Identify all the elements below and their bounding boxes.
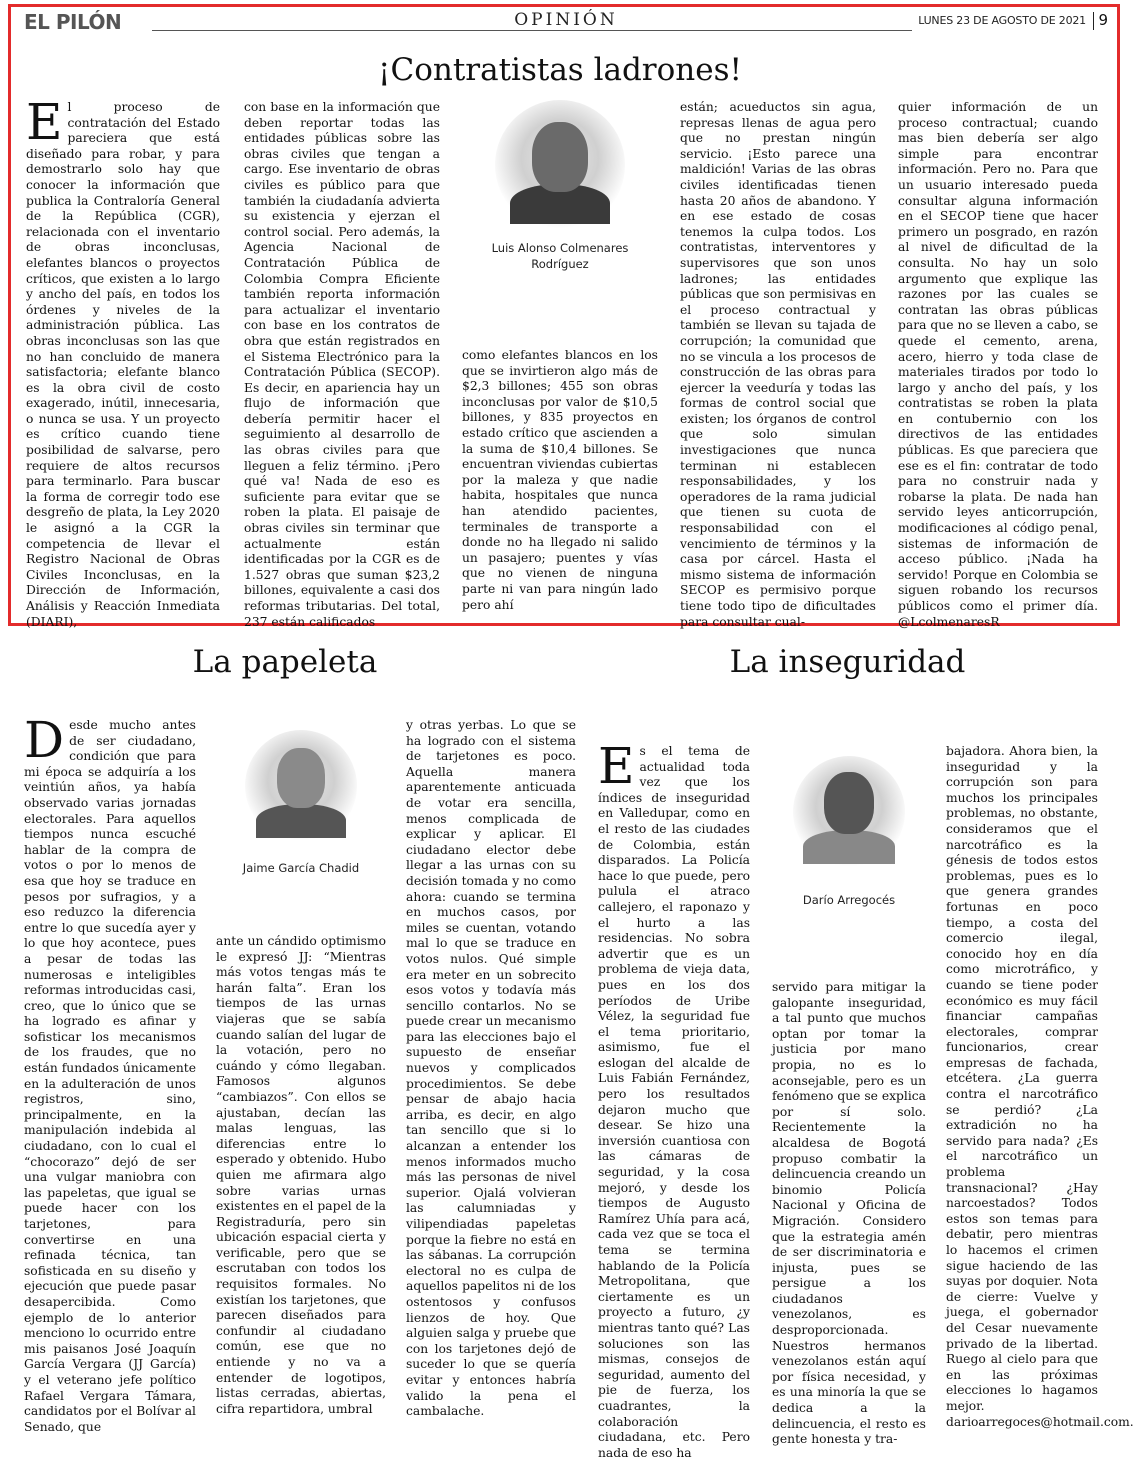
article-column	[772, 980, 926, 1447]
article-column	[24, 711, 196, 1434]
article-title: La inseguridad	[729, 644, 966, 680]
article-column	[244, 100, 440, 629]
column-text: como elefantes blancos en los que se invirtieron algo más de $2,3 billones; 455 son obras inconclusas por valor de $10,5 billones, y 835 proyectos en estado crítico que ascienden a la suma de $10,4 billones. Se encuentran viviendas cubiertas por la maleza y que nadie habita, hospitales que nunca han atendido pacientes, terminales de transporte a donde no ha llegado ni salido un pasajero; puentes y vías que no vienen de ninguna parte ni van para ningún lado pero ahí	[462, 348, 658, 612]
section-title: OPINIÓN	[514, 10, 618, 30]
author-block	[216, 730, 386, 876]
author-portrait-icon	[245, 730, 357, 842]
author-portrait-icon	[793, 756, 905, 868]
drop-cap: E	[26, 93, 63, 151]
article-column	[680, 100, 876, 629]
column-text: están; acueductos sin agua, represas llenas de agua pero que no prestan ningún servicio. ¡Esto parece una maldición! Varias de las obras civiles identificadas tienen hasta 20 años de abandono. Y en ese estado de cosas tenemos la culpa todos. Los contratistas, interventores y supervisores que son unos ladrones; las entidades públicas que son permisivas en el proceso contractual y también se llevan su tajada de corrupción; la comunidad que no se vincula a los procesos de construcción de las obras para ejercer la veeduría y todas las formas de control social que existen; los órganos de control que solo simulan investigaciones que nunca terminan ni establecen responsabilidades, y los operadores de la rama judicial que tienen su cuota de responsabilidad con el vencimiento de términos y la casa por cárcel. Hasta el mismo sistema de información SECOP es permisivo porque tiene todo tipo de dificultades para consultar cual-	[680, 100, 876, 629]
article-column	[462, 348, 658, 612]
column-text: servido para mitigar la galopante inseguridad, a tal punto que muchos optan por tomar la justicia por mano propia, no es lo aconsejable, pero es un fenómeno que se explica por sí solo. Recientemente la alcaldesa de Bogotá propuso combatir la delincuencia creando un binomio Policía Nacional y Oficina de Migración. Considero que la estrategia amén de ser discriminatoria e injusta, pues se persigue a los ciudadanos venezolanos, es desproporcionada. Nuestros hermanos venezolanos están aquí por física necesidad, y es una minoría la que se dedica a la delincuencia, el resto es gente honesta y tra-	[772, 980, 926, 1447]
author-name: Jaime García Chadid	[242, 861, 360, 875]
column-text: ante un cándido optimismo le expresó JJ: “Mientras más votos tengas más te harán falta”. Eran los tiempos de las urnas viajeras que se sabía cuando salían del lugar de la votación, pero no cuándo y cómo llegaban. Famosos algunos “cambiazos”. Con ellos se ajustaban, decían las malas lenguas, las diferencias entre lo esperado y obtenido. Hubo quien me afirmara algo sobre varias urnas existentes en el papel de la Registraduría, pero sin ubicación espacial cierta y verificable, pero que se escrutaban con todos los requisitos formales. No existían los tarjetones, que parecen diseñados para confundir al ciudadano común, ese que no entiende y no va a entender de logotipos, listas cerradas, abiertas, cifra repartidora, umbral	[216, 934, 386, 1416]
author-block	[462, 100, 658, 272]
article-column	[26, 93, 220, 629]
newspaper-logo: EL PILÓN	[24, 10, 122, 34]
author-block	[772, 756, 926, 908]
drop-cap: E	[598, 737, 635, 795]
article-column	[216, 934, 386, 1418]
column-text: s el tema de actualidad toda vez que los índices de inseguridad en Valledupar, como en el resto de las ciudades de Colombia, están disparados. La Policía hace lo que puede, pero pulula el atraco callejero, el raponazo y el hurto a las residencias. No sobra advertir que es un problema de vieja data, pues en los dos períodos de Uribe Vélez, la seguridad fue el tema prioritario, asimismo, fue el eslogan del alcalde de Luis Fabián Fernández, pero los resultados dejaron mucho que desear. Se hizo una inversión cuantiosa con las cámaras de seguridad, y la cosa mejoró, y desde los tiempos de Augusto Ramírez Uhía para acá, cada vez que se toca el tema se termina hablando de la Policía Metropolitana, que ciertamente es un proyecto a futuro, ¿y mientras tanto qué? Las soluciones son las mismas, consejos de seguridad, aumento del pie de fuerza, los cuadrantes, la colaboración ciudadana, etc. Pero nada de eso ha	[598, 744, 750, 1460]
column-text: l proceso de contratación del Estado pareciera que está diseñado para robar, y para demostrarlo solo hay que conocer la información que publica la Contraloría General de la República (CGR), relacionada con el inventario de obras inconclusas, elefantes blancos o proyectos críticos, que existen a lo largo y ancho del país, en todos los órdenes y niveles de la administración pública. Las obras inconclusas son las que no han concluido de manera satisfactoria; elefante blanco es la obra civil de costo exagerado, inútil, innecesaria, o nunca se usa. Y un proyecto es crítico cuando tiene posibilidad de salvarse, pero requiere de altos recursos para terminarlo. Para buscar la forma de corregir todo ese desgreño de plata, la Ley 2020 le asignó a la CGR la competencia de llevar el Registro Nacional de Obras Civiles Inconclusas, en la Dirección de Información, Análisis y Reacción Inmediata (DIARI),	[26, 100, 220, 629]
column-text: quier información de un proceso contractual; cuando mas bien debería ser algo simple para encontrar información. Pero no. Para que un usuario interesado pueda consultar alguna información en el SECOP tiene que hacer primero un posgrado, en razón al nivel de dificultad de la consulta. No hay un solo argumento que explique las razones por las cuales se contratan las obras públicas para que no se lleven a cabo, se quede el cemento, arena, acero, hierro y toda clase de materiales tirados por todo lo largo y ancho del país, y los contratistas se roben la plata en contubernio con los directivos de las entidades públicas. Es que pareciera que ese es el fin: contratar de todo para no construir nada y robarse la plata. De nada han servido leyes anticorrupción, modificaciones al código penal, sistemas de información de acceso público. ¡Nada ha servido! Porque en Colombia se siguen robando los recursos públicos como el primer día. @LcolmenaresR	[898, 100, 1098, 629]
article-column	[598, 737, 750, 1460]
drop-cap: D	[24, 711, 65, 769]
article-column	[406, 718, 576, 1418]
issue-date: LUNES 23 DE AGOSTO DE 2021	[918, 14, 1086, 27]
author-portrait-icon	[495, 100, 625, 230]
article-column	[898, 100, 1098, 629]
article-title: ¡Contratistas ladrones!	[378, 52, 742, 88]
page-number: 9	[1098, 11, 1108, 29]
column-text: esde mucho antes de ser ciudadano, condición que para mi época se adquiría a los veintiún años, ya había observado varias jornadas electorales. Para aquellos tiempos nunca escuché hablar de la compra de votos o por lo menos de esa que hoy se traduce en pesos por sufragios, y a eso reduzco la diferencia entre lo que sucedía ayer y lo que hoy acontece, pues a pesar de todas las numerosas e inteligibles reformas introducidas casi, creo, que lo único que se ha logrado es afinar y sofisticar los mecanismos de los fraudes, que no están fundados únicamente en la adulteración de unos registros, sino, principalmente, en la manipulación indebida al ciudadano, con lo cual el “chocorazo” dejó de ser una vulgar maniobra con las papeletas, que igual se puede hacer con los tarjetones, para convertirse en una refinada técnica, tan sofisticada en su diseño y ejecución que puede pasar desapercibida. Como ejemplo de lo anterior menciono lo ocurrido entre mis paisanos José Joaquín García Vergara (JJ García) y el veterano jefe político Rafael Vergara Támara, candidatos por el Bolívar al Senado, que	[24, 718, 196, 1434]
column-text: bajadora. Ahora bien, la inseguridad y la corrupción son para muchos los principales problemas, no obstante, consideramos que el narcotráfico es la génesis de todos estos problemas, pues es lo que genera grandes fortunas en poco tiempo, a costa del comercio ilegal, conocido hoy en día como microtráfico, y cuando se tiene poder económico es muy fácil financiar campañas electorales, comprar funcionarios, crear empresas de fachada, etcétera. ¿La guerra contra el narcotráfico se perdió? ¿La extradición no ha servido para nada? ¿Es el narcotráfico un problema transnacional? ¿Hay narcoestados? Todos estos son temas para debatir, pero mientras lo hacemos el crimen sigue haciendo de las suyas por doquier. Nota de cierre: Vuelve y juega, el gobernador del Cesar nuevamente privado de la libertad. Ruego al cielo para que en las próximas elecciones lo hagamos mejor. darioarregoces@hotmail.com.	[946, 744, 1134, 1429]
column-text: y otras yerbas. Lo que se ha logrado con el sistema de tarjetones es poco. Aquella manera aparentemente anticuada de votar era sencilla, menos complicada de explicar y aplicar. El ciudadano elector debe llegar a las urnas con su decisión tomada y no como ahora: cuando se termina en muchos casos, por miles se cuentan, votando mal lo que se traduce en votos nulos. Qué simple era meter en un sobrecito esos votos y todavía más sencillo contarlos. No se puede crear un mecanismo para las elecciones bajo el supuesto de enseñar nuevos y complicados procedimientos. Se debe pensar de abajo hacia arriba, es decir, en algo tan sencillo que si lo alcanzan a entender los menos informados mucho más las personas de nivel superior. Ojalá volvieran las calumniadas y vilipendiadas papeletas porque la fiebre no está en las sábanas. La corrupción electoral no es culpa de aquellos papelitos ni de los ostentosos y confusos lienzos de hoy. Que alguien salga y pruebe que con los tarjetones dejó de suceder lo que se quería evitar y entonces habría valido la pena el cambalache.	[406, 718, 576, 1419]
column-text: con base en la información que deben reportar todas las entidades públicas sobre las obras civiles que tengan a cargo. Ese inventario de obras civiles es público para que también la ciudadanía advierta su existencia y ejerzan el control social. Pero además, la Agencia Nacional de Contratación Pública de Colombia Compra Eficiente también reporta información para actualizar el inventario con base en los contratos de obra que están registrados en el Sistema Electrónico para la Contratación Pública (SECOP). Es decir, en apariencia hay un flujo de información que debería permitir hacer el seguimiento al desarrollo de las obras civiles para que lleguen a feliz término. ¡Pero qué va! Nada de eso es suficiente para evitar que se roben la plata. El paisaje de obras civiles sin terminar que actualmente están identificadas por la CGR es de 1.527 obras que suman $23,2 billones, equivalente a casi dos reformas tributarias. Del total, 237 están calificados	[244, 100, 440, 629]
author-name: Luis Alonso Colmenares Rodríguez	[491, 241, 629, 271]
article-title: La papeleta	[192, 644, 378, 680]
author-name: Darío Arregocés	[802, 893, 896, 907]
article-column	[946, 744, 1134, 1429]
